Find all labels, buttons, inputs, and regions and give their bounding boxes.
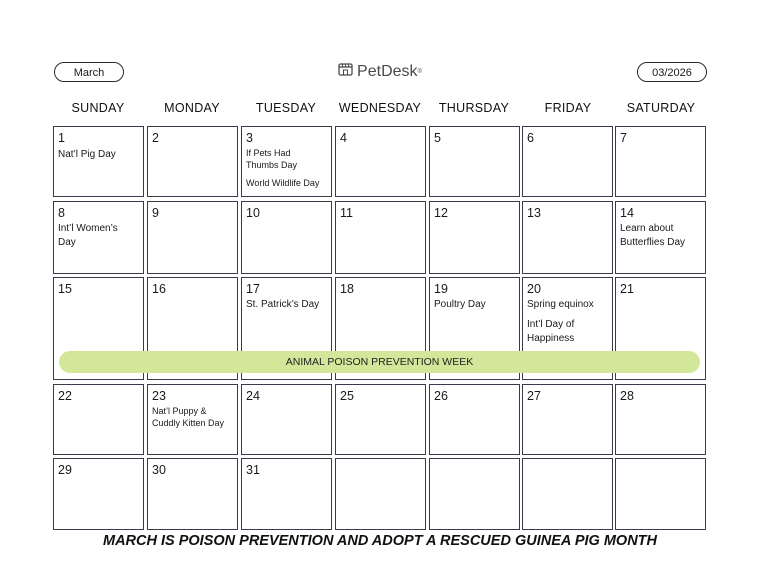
day-number: 28 (620, 389, 634, 403)
day-number: 10 (246, 206, 260, 220)
day-cell (615, 384, 706, 455)
day-cell (335, 201, 426, 274)
day-cell (147, 126, 238, 197)
day-cell (429, 126, 520, 197)
day-cell (522, 126, 613, 197)
day-cell (615, 201, 706, 274)
day-number: 26 (434, 389, 448, 403)
day-number: 1 (58, 131, 65, 145)
day-cell (53, 201, 144, 274)
month-pill: March (54, 62, 124, 82)
day-cell (241, 458, 332, 530)
day-number: 22 (58, 389, 72, 403)
day-number: 9 (152, 206, 159, 220)
day-number: 30 (152, 463, 166, 477)
day-event: Learn about Butterflies Day (620, 223, 686, 248)
day-cell (522, 384, 613, 455)
day-cell (241, 384, 332, 455)
day-number: 14 (620, 206, 634, 220)
day-number: 7 (620, 131, 627, 145)
day-cell (147, 384, 238, 455)
weekday-tuesday: TUESDAY (255, 101, 317, 115)
day-cell-empty (429, 458, 520, 530)
day-number: 11 (340, 206, 353, 220)
day-cell-empty (615, 458, 706, 530)
day-cell (335, 384, 426, 455)
day-cell (53, 384, 144, 455)
day-number: 13 (527, 206, 541, 220)
day-number: 23 (152, 389, 166, 403)
weekday-thursday: THURSDAY (438, 101, 510, 115)
day-cell-empty (522, 458, 613, 530)
day-number: 19 (434, 282, 448, 296)
day-event: St. Patrick’s Day (246, 299, 320, 310)
storefront-icon (338, 61, 353, 83)
day-cell (241, 126, 332, 197)
day-event: Poultry Day (434, 299, 486, 310)
day-number: 31 (246, 463, 260, 477)
day-number: 8 (58, 206, 65, 220)
day-cell (53, 458, 144, 530)
day-number: 16 (152, 282, 166, 296)
brand-name: PetDesk (357, 63, 418, 81)
weekday-monday: MONDAY (164, 101, 220, 115)
poison-prevention-week-banner: ANIMAL POISON PREVENTION WEEK (59, 351, 700, 373)
day-number: 18 (340, 282, 354, 296)
day-number: 27 (527, 389, 541, 403)
day-number: 4 (340, 131, 347, 145)
day-cell (147, 201, 238, 274)
day-number: 2 (152, 131, 159, 145)
weekday-sunday: SUNDAY (71, 101, 125, 115)
day-cell (241, 201, 332, 274)
day-number: 24 (246, 389, 260, 403)
weekday-saturday: SATURDAY (626, 101, 696, 115)
day-cell-empty (335, 458, 426, 530)
day-number: 25 (340, 389, 354, 403)
day-number: 5 (434, 131, 441, 145)
day-cell (615, 126, 706, 197)
day-cell (429, 201, 520, 274)
day-event: World Wildlife Day (246, 178, 320, 188)
day-cell (53, 126, 144, 197)
day-event: Spring equinox (527, 299, 594, 310)
day-event: Int’l Women’s Day (58, 223, 118, 248)
day-number: 29 (58, 463, 72, 477)
day-number: 17 (246, 282, 260, 296)
day-cell (335, 126, 426, 197)
day-number: 21 (620, 282, 634, 296)
day-number: 6 (527, 131, 534, 145)
day-number: 3 (246, 131, 253, 145)
weekday-wednesday: WEDNESDAY (338, 101, 422, 115)
day-number: 12 (434, 206, 448, 220)
registered-mark: ® (417, 69, 422, 75)
day-cell (429, 384, 520, 455)
date-pill: 03/2026 (637, 62, 707, 82)
day-cell (147, 458, 238, 530)
day-event: Nat’l Puppy & Cuddly Kitten Day (152, 406, 225, 428)
day-event: Int’l Day of Happiness (527, 319, 575, 344)
day-event: If Pets Had Thumbs Day (246, 148, 298, 170)
day-number: 15 (58, 282, 72, 296)
weekday-friday: FRIDAY (544, 101, 592, 115)
day-number: 20 (527, 282, 541, 296)
day-cell (522, 201, 613, 274)
day-event: Nat’l Pig Day (58, 149, 116, 160)
month-theme-footer: MARCH IS POISON PREVENTION AND ADOPT A RESCUED GUINEA PIG MONTH (103, 533, 657, 549)
